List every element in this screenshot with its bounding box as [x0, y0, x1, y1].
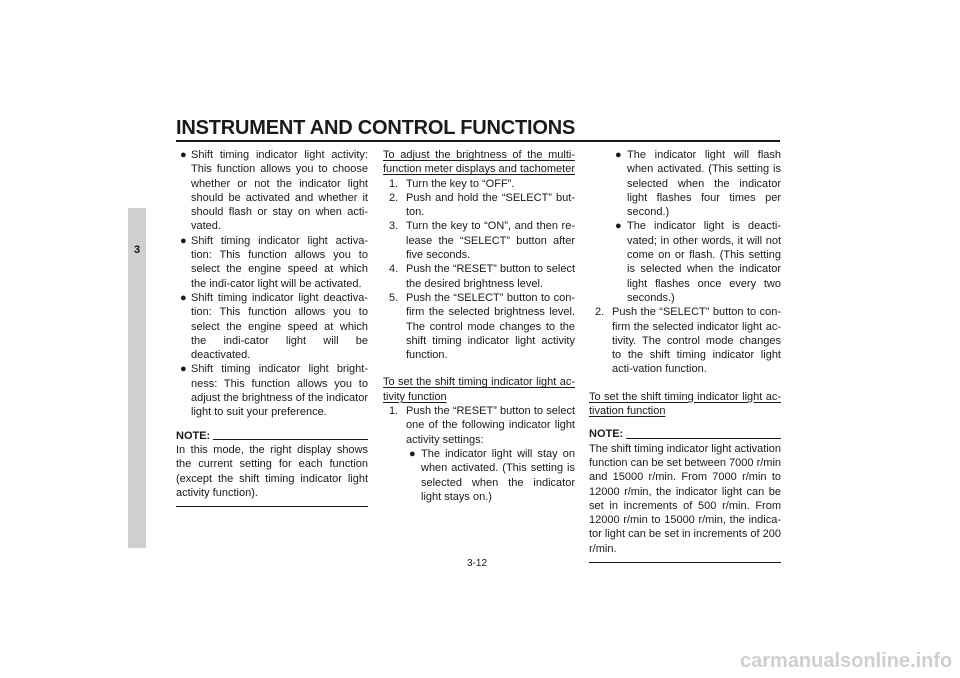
step-number: 3. [389, 220, 399, 233]
note-header [589, 427, 781, 441]
spacer [383, 362, 575, 375]
note-text: In this mode, the right display shows the current setting for each function (except the shift timing indicator light activity function). [176, 443, 368, 499]
bullet-icon: ● [180, 234, 187, 247]
bullet-icon: ● [615, 149, 622, 161]
sub-bullet-text: The indicator light will stay on when activated. (This setting is selected when the indicator light stays on.) [421, 447, 575, 503]
sub-bullet-text: The indicator light will flash when activated. (This setting is selected when the indicator light flashes four times per second.) [627, 149, 781, 219]
bullet-item [176, 234, 368, 291]
bullet-text: Shift timing indicator light deactiva-tion: This function allows you to select the engine speed at which the indi-cator light will be deactivated. [191, 291, 368, 362]
bullet-text: Shift timing indicator light bright-ness: This function allows you to adjust the brightness of the indicator light to suit your preference. [191, 363, 368, 419]
step-text: Push the “RESET” button to select one of the following indicator light activity settings: [406, 405, 575, 446]
sub-bullet-text: The indicator light is deacti-vated; in other words, it will not come on or flash. (This setting is selected when the indicator light flashes once every two seconds.) [627, 220, 781, 304]
bullet-icon: ● [180, 363, 187, 376]
step-number: 2. [595, 306, 605, 319]
column-3 [589, 148, 781, 563]
step-text: Turn the key to “OFF”. [406, 177, 515, 190]
column-1 [176, 148, 368, 507]
column-2 [383, 148, 575, 504]
step-item [383, 219, 575, 262]
note-label: NOTE: [589, 428, 624, 441]
sub-bullet-item [612, 219, 781, 305]
bullet-icon: ● [180, 291, 187, 304]
section-heading: To adjust the brightness of the multi-function meter displays and tachometer [383, 149, 575, 176]
step-number: 1. [389, 177, 399, 190]
step-item [383, 291, 575, 362]
note-text: The shift timing indicator light activation function can be set between 7000 r/min and 15000 r/min. From 7000 r/min to 12000 r/min, the indicator light can be set in increments of 500 r/min. From 12000 r/min to 15000 r/min, the indica-tor light can be set in increments of 200 r/min. [589, 442, 782, 555]
step-item [383, 177, 575, 191]
note-label: NOTE: [176, 429, 211, 442]
note-end-rule [176, 506, 368, 507]
step-item [383, 262, 575, 291]
sub-bullet-item [406, 447, 575, 504]
step-number: 1. [389, 405, 399, 418]
title-rule [176, 140, 780, 142]
bullet-text: Shift timing indicator light activa-tion: This function allows you to select the engine speed at which the indi-cator light will be activated. [191, 234, 368, 290]
step-number: 2. [389, 191, 399, 204]
note-end-rule [589, 562, 781, 563]
bullet-icon: ● [615, 220, 622, 233]
bullet-text: Shift timing indicator light activity: This function allows you to choose whether or not the indicator light should be activated and whether it should flash or stay on when acti-vated. [191, 149, 368, 233]
step-text: Push the “SELECT” button to con-firm the selected brightness level. The control mode changes to the shift timing indicator light activity function. [406, 291, 575, 362]
bullet-icon: ● [180, 149, 187, 161]
step-text: Turn the key to “ON”, and then re-lease the “SELECT” button after five seconds. [406, 220, 575, 262]
step-number: 4. [389, 263, 399, 276]
step-item [383, 191, 575, 220]
step-text: Push and hold the “SELECT” but-ton. [406, 191, 575, 219]
bullet-item [176, 148, 368, 234]
bullet-item [176, 291, 368, 362]
step-number: 5. [389, 291, 399, 304]
step-item [383, 404, 575, 504]
page-number: 3-12 [467, 558, 488, 569]
page-title: INSTRUMENT AND CONTROL FUNCTIONS [176, 117, 576, 139]
step-text: Push the “SELECT” button to con-firm the selected indicator light ac-tivity. The control mode changes to the shift timing indicator light acti-vation function. [612, 306, 781, 376]
sub-bullet-group [589, 148, 781, 305]
bullet-item [176, 362, 368, 419]
section-heading: To set the shift timing indicator light ac-tivation function [589, 390, 781, 418]
sub-bullet-item [612, 148, 781, 219]
watermark: carmanualsonline.info [740, 650, 953, 672]
step-item [589, 305, 781, 376]
chapter-tab: 3 [128, 208, 146, 548]
bullet-icon: ● [409, 447, 416, 460]
step-text: Push the “RESET” button to select the desired brightness level. [406, 263, 575, 290]
spacer [589, 377, 781, 390]
note-header [176, 429, 368, 443]
note-rule [626, 438, 781, 439]
note-rule [213, 439, 368, 440]
section-heading: To set the shift timing indicator light ac-tivity function [383, 376, 575, 403]
